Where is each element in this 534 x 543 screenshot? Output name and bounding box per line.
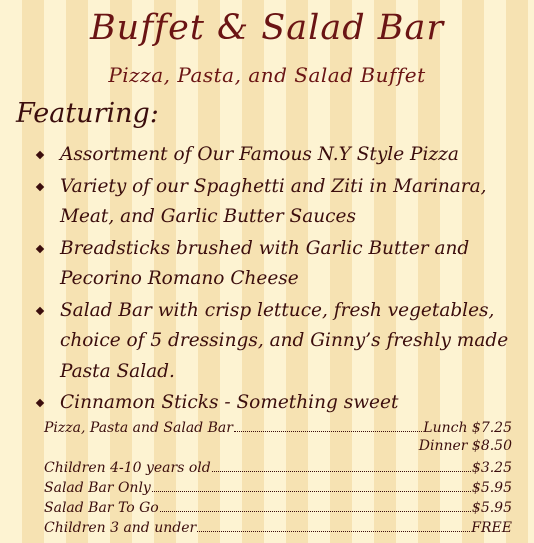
diamond-bullet-icon bbox=[36, 399, 44, 407]
feature-text: Variety of our Spaghetti and Ziti in Marinara, Meat, and Garlic Butter Sauces bbox=[60, 175, 487, 227]
feature-text: Cinnamon Sticks - Something sweet bbox=[60, 392, 399, 413]
price-row bbox=[44, 518, 512, 538]
price-list bbox=[44, 418, 512, 538]
price-row bbox=[44, 458, 512, 478]
price-value: $5.95 bbox=[471, 480, 512, 496]
price-value: $3.25 bbox=[471, 460, 512, 476]
price-value: FREE bbox=[471, 520, 512, 536]
feature-item bbox=[34, 172, 524, 233]
feature-item bbox=[34, 140, 524, 171]
price-item: Pizza, Pasta and Salad Bar bbox=[44, 420, 233, 436]
price-value: $5.95 bbox=[471, 500, 512, 516]
dot-leader bbox=[197, 518, 470, 532]
feature-item bbox=[34, 388, 524, 419]
feature-item bbox=[34, 296, 524, 388]
dot-leader bbox=[160, 498, 471, 512]
price-value: Dinner $8.50 bbox=[418, 438, 512, 454]
diamond-bullet-icon bbox=[36, 151, 44, 159]
price-row bbox=[44, 498, 512, 518]
menu-subtitle: Pizza, Pasta, and Salad Buffet bbox=[108, 63, 426, 87]
diamond-bullet-icon bbox=[36, 306, 44, 314]
feature-item bbox=[34, 234, 524, 295]
dot-leader bbox=[152, 478, 471, 492]
price-row bbox=[44, 418, 512, 438]
dot-leader bbox=[212, 458, 471, 472]
features-list bbox=[34, 140, 524, 420]
price-item: Salad Bar To Go bbox=[44, 500, 159, 516]
menu-title: Buffet & Salad Bar bbox=[89, 8, 445, 48]
featuring-heading: Featuring: bbox=[16, 98, 159, 129]
diamond-bullet-icon bbox=[36, 182, 44, 190]
price-row bbox=[44, 478, 512, 498]
feature-text: Salad Bar with crisp lettuce, fresh vegetables, choice of 5 dressings, and Ginny’s freshly made Pasta Salad. bbox=[60, 299, 509, 382]
feature-text: Breadsticks brushed with Garlic Butter and Pecorino Romano Cheese bbox=[60, 237, 470, 289]
diamond-bullet-icon bbox=[36, 244, 44, 252]
price-item: Children 4-10 years old bbox=[44, 460, 211, 476]
price-row bbox=[44, 438, 512, 458]
price-value: Lunch $7.25 bbox=[423, 420, 512, 436]
feature-text: Assortment of Our Famous N.Y Style Pizza bbox=[60, 144, 459, 165]
price-item: Children 3 and under bbox=[44, 520, 197, 536]
dot-leader bbox=[234, 418, 422, 432]
price-item: Salad Bar Only bbox=[44, 480, 151, 496]
